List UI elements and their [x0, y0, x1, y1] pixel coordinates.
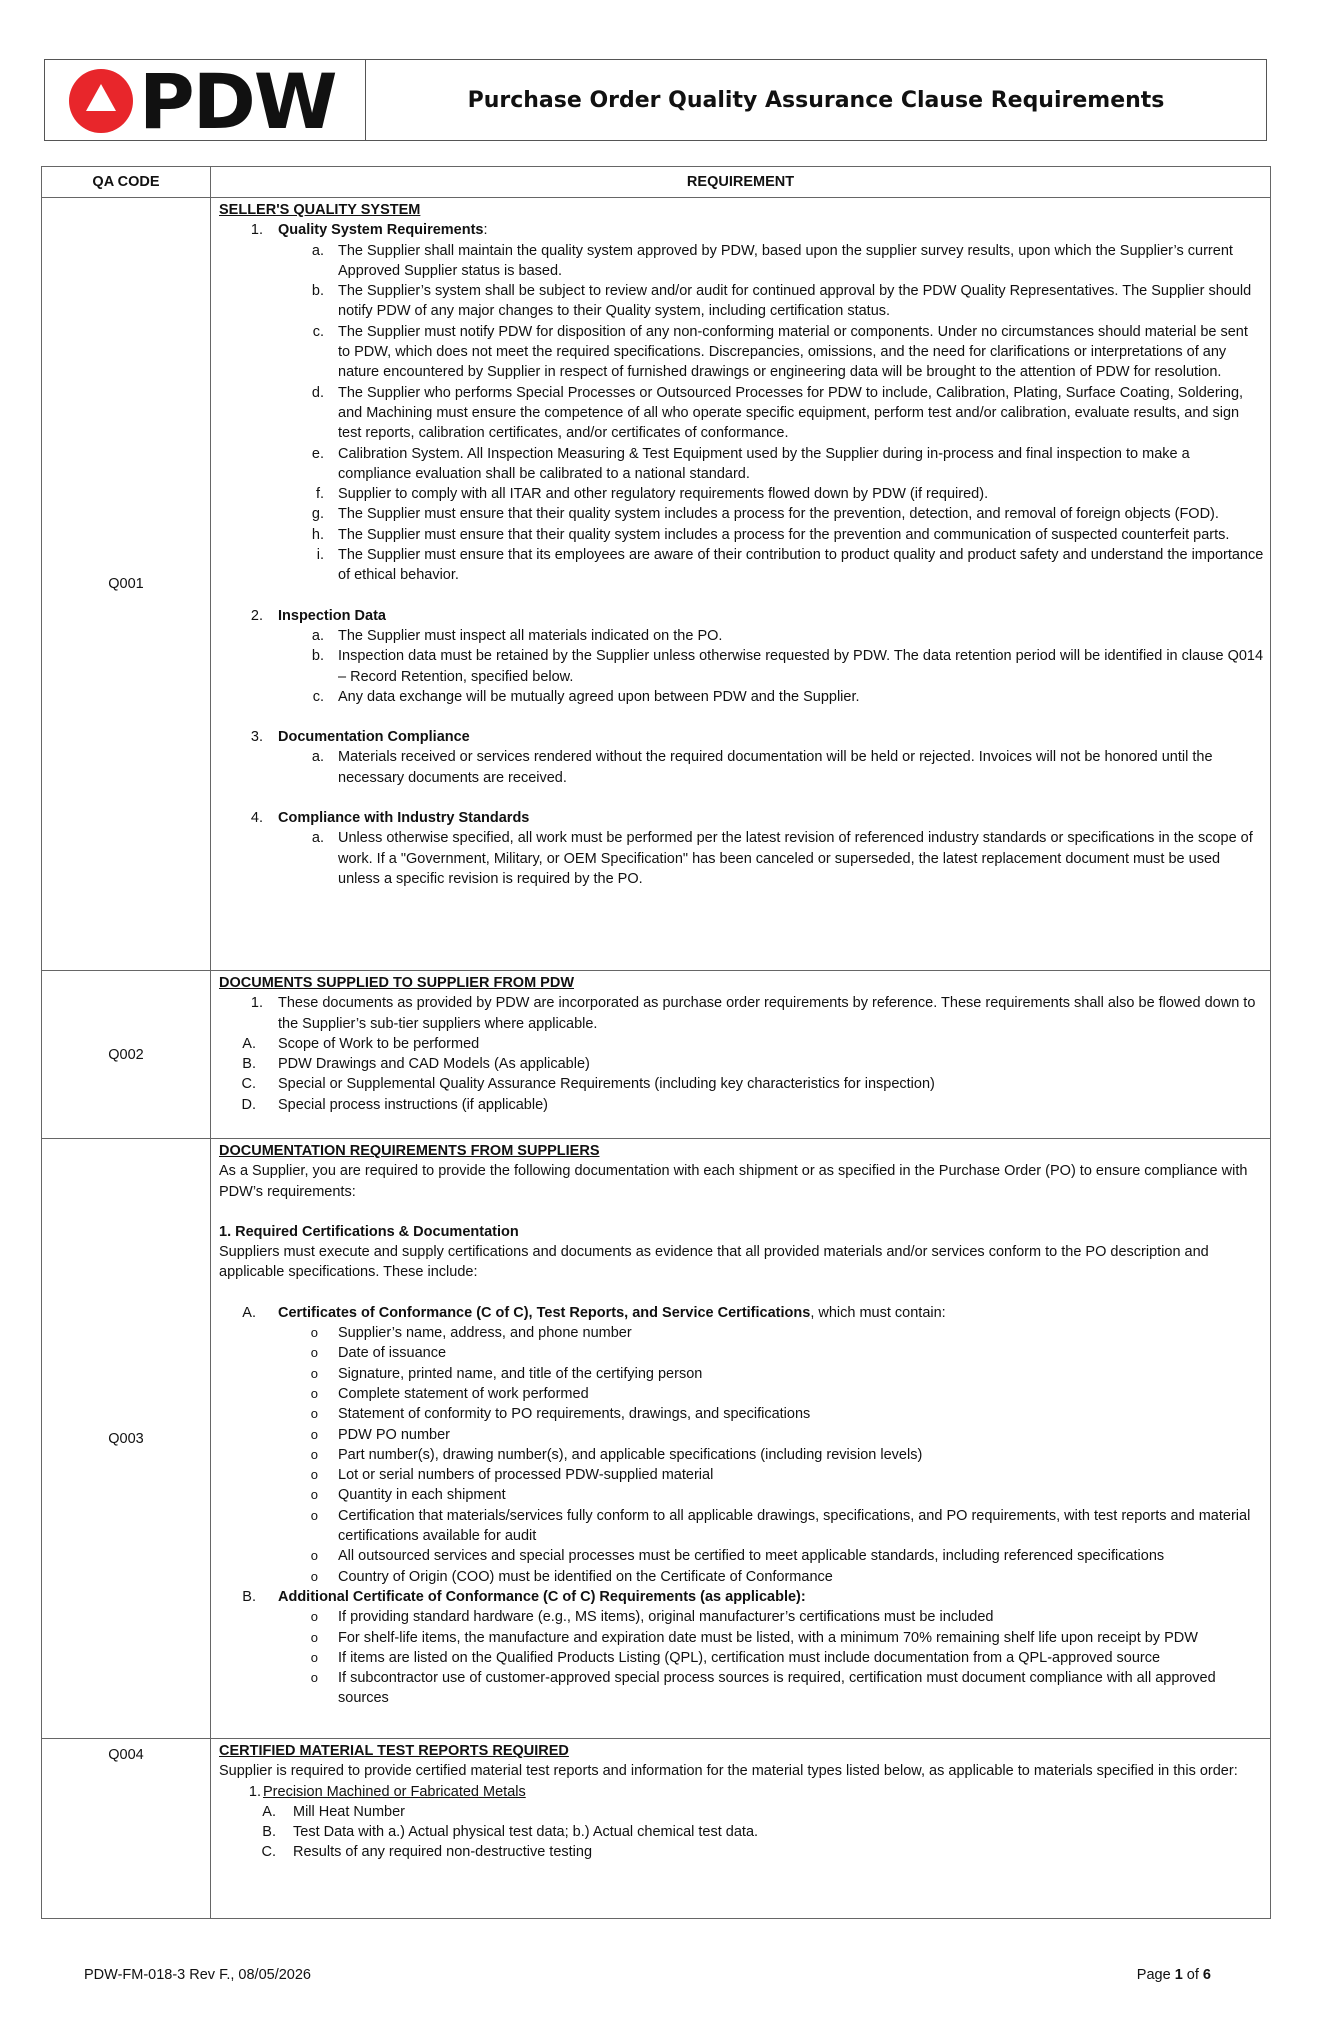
- col-header-code: QA CODE: [42, 167, 211, 198]
- section-heading: CERTIFIED MATERIAL TEST REPORTS REQUIRED: [219, 1743, 569, 1759]
- list-item: [219, 1842, 1264, 1862]
- qa-code: Q002: [42, 971, 211, 1139]
- requirement-cell: [211, 1139, 1271, 1739]
- bullet-text: All outsourced services and special processes must be certified to meet applicable standards, including referenced specifications: [338, 1548, 1165, 1565]
- list-item: [219, 241, 1264, 282]
- list-item: [219, 1822, 1264, 1842]
- list-item: [219, 484, 1264, 504]
- subsection-title: 1. Required Certifications & Documentation: [219, 1223, 519, 1240]
- list-item: [219, 626, 1264, 646]
- list-item: 4. Compliance with Industry Standards: [219, 808, 1264, 828]
- list-item: 3. Documentation Compliance: [219, 727, 1264, 747]
- bullet-text: Certification that materials/services fully conform to all applicable drawings, specifications, and PO requirements, with test reports and material certifications available for audit: [338, 1507, 1251, 1545]
- bullet-text: Part number(s), drawing number(s), and applicable specifications (including revision levels): [338, 1446, 923, 1463]
- list-item-text: The Supplier shall maintain the quality system approved by PDW, based upon the supplier survey results, upon which the Supplier’s current Approved Supplier status is based.: [338, 242, 1233, 279]
- list-item-text: Special process instructions (if applicable): [278, 1096, 548, 1113]
- bullet-item: [219, 1425, 1264, 1445]
- bullet-item: [219, 1384, 1264, 1404]
- bullet-icon: o: [310, 1345, 318, 1361]
- list-item-text: Mill Heat Number: [293, 1803, 405, 1820]
- list-item-text: Any data exchange will be mutually agreed upon between PDW and the Supplier.: [338, 688, 860, 705]
- list-marker: f.: [315, 486, 324, 503]
- intro-text: As a Supplier, you are required to provide the following documentation with each shipment or as specified in the Purchase Order (PO) to ensure compliance with PDW’s requirements:: [219, 1163, 1248, 1200]
- list-item: 1. Quality System Requirements:: [250, 222, 488, 239]
- bullet-text: Date of issuance: [338, 1345, 447, 1362]
- list-item-text: Test Data with a.) Actual physical test data; b.) Actual chemical test data.: [293, 1824, 759, 1841]
- bullet-item: [219, 1628, 1264, 1648]
- list-item: [219, 1054, 1264, 1074]
- list-item-text: Inspection data must be retained by the Supplier unless otherwise requested by PDW. The data retention period will be identified in clause Q014 – Record Retention, specified below.: [338, 648, 1264, 685]
- bullet-text: If items are listed on the Qualified Products Listing (QPL), certification must include documentation from a QPL-approved source: [338, 1649, 1161, 1666]
- bullet-item: [219, 1506, 1264, 1547]
- list-item-text: Calibration System. All Inspection Measuring & Test Equipment used by the Supplier during in-process and final inspection to make a compliance evaluation shall be calibrated to a national standard.: [338, 445, 1190, 482]
- bullet-item: [219, 1607, 1264, 1627]
- list-marker: c.: [312, 688, 324, 705]
- list-marker: c.: [312, 323, 324, 340]
- document-header: [44, 59, 1267, 141]
- bullet-icon: o: [310, 1609, 318, 1625]
- bullet-item: [219, 1648, 1264, 1668]
- bullet-icon: o: [310, 1548, 318, 1564]
- list-marker: b.: [311, 648, 324, 665]
- list-item: [219, 1074, 1264, 1094]
- list-item: [219, 322, 1264, 383]
- table-row-q002: [42, 971, 1271, 1139]
- bullet-text: PDW PO number: [338, 1426, 450, 1443]
- intro-text: Supplier is required to provide certified material test reports and information for the material types listed below, as applicable to materials specified in this order:: [219, 1763, 1238, 1780]
- list-item: [219, 1034, 1264, 1054]
- bullet-text: Statement of conformity to PO requirements, drawings, and specifications: [338, 1406, 811, 1423]
- section-heading: DOCUMENTATION REQUIREMENTS FROM SUPPLIERS: [219, 1143, 600, 1159]
- section-heading: SELLER'S QUALITY SYSTEM: [219, 202, 421, 218]
- bullet-icon: o: [310, 1446, 318, 1462]
- subsection-title: Compliance with Industry Standards: [278, 810, 530, 827]
- list-item: 1. These documents as provided by PDW are incorporated as purchase order requirements by reference. These requirements shall also be flowed down to the Supplier’s sub-tier suppliers where applicable.: [250, 995, 1256, 1032]
- table-row-q004: [42, 1739, 1271, 1919]
- bullet-icon: o: [310, 1487, 318, 1503]
- bullet-item: [219, 1343, 1264, 1363]
- bullet-text: For shelf-life items, the manufacture and expiration date must be listed, with a minimum 70% remaining shelf life upon receipt by PDW: [338, 1629, 1198, 1646]
- pdw-logo: [45, 60, 366, 140]
- table-row-q003: [42, 1139, 1271, 1739]
- list-item-text: Scope of Work to be performed: [278, 1035, 480, 1052]
- bullet-item: [219, 1668, 1264, 1709]
- list-item-text: The Supplier must notify PDW for disposition of any non-conforming material or components. Under no circumstances should material be sent to PDW, which does not meet the required specifications. Discrepancies, omissions, and the need for clarifications or interpretations of any nature encountered by Supplier in respect of furnished drawings or engineering data will be brought to the attention of PDW for resolution.: [338, 323, 1248, 381]
- list-item: [219, 646, 1264, 687]
- bullet-text: Country of Origin (COO) must be identified on the Certificate of Conformance: [338, 1568, 833, 1585]
- list-item-text: The Supplier must ensure that their quality system includes a process for the prevention and communication of suspected counterfeit parts.: [338, 526, 1230, 543]
- bullet-item: [219, 1364, 1264, 1384]
- list-marker: i.: [316, 547, 324, 564]
- table-row-q001: [42, 198, 1271, 971]
- qa-code: Q003: [42, 1139, 211, 1739]
- list-item-text: Results of any required non-destructive testing: [293, 1844, 593, 1861]
- table-header-row: [42, 167, 1271, 198]
- bullet-text: Signature, printed name, and title of the certifying person: [338, 1365, 703, 1382]
- list-item: [219, 383, 1264, 444]
- qa-code: Q004: [42, 1739, 211, 1919]
- list-item-text: The Supplier must ensure that its employees are aware of their contribution to product quality and product safety and understand the importance of ethical behavior.: [338, 547, 1264, 584]
- bullet-text: Supplier’s name, address, and phone number: [338, 1325, 632, 1342]
- bullet-item: [219, 1485, 1264, 1505]
- list-item-text: The Supplier must inspect all materials indicated on the PO.: [338, 627, 723, 644]
- requirement-cell: [211, 198, 1271, 971]
- list-marker: e.: [311, 445, 324, 462]
- list-item: [219, 281, 1264, 322]
- list-item-text: The Supplier must ensure that their quality system includes a process for the prevention, detection, and removal of foreign objects (FOD).: [338, 506, 1219, 523]
- bullet-item: [219, 1465, 1264, 1485]
- bullet-icon: o: [310, 1365, 318, 1381]
- bullet-icon: o: [310, 1406, 318, 1422]
- list-item: A. Certificates of Conformance (C of C), Test Reports, and Service Certifications, which must contain:: [242, 1304, 946, 1321]
- list-marker: d.: [311, 384, 324, 401]
- bullet-text: If subcontractor use of customer-approved special process sources is required, certification must document compliance with all approved sources: [338, 1670, 1216, 1707]
- list-item: [219, 444, 1264, 485]
- bullet-text: Quantity in each shipment: [338, 1487, 506, 1504]
- list-marker: C.: [241, 1076, 256, 1093]
- page-title: Purchase Order Quality Assurance Clause Requirements: [467, 87, 1165, 113]
- subsection-title: Inspection Data: [278, 607, 386, 624]
- list-marker: a.: [311, 749, 324, 766]
- list-item: [219, 525, 1264, 545]
- list-marker: B.: [262, 1824, 276, 1841]
- list-item-text: PDW Drawings and CAD Models (As applicable): [278, 1056, 590, 1073]
- bullet-item: [219, 1546, 1264, 1566]
- list-item-text: Materials received or services rendered without the required documentation will be held or rejected. Invoices will not be honored until the necessary documents are received.: [338, 749, 1213, 786]
- bullet-item: [219, 1567, 1264, 1587]
- list-item: [219, 1802, 1264, 1822]
- list-item: B. Additional Certificate of Conformance (C of C) Requirements (as applicable):: [242, 1588, 806, 1605]
- list-item: [219, 504, 1264, 524]
- list-item: [219, 1095, 1264, 1115]
- bullet-item: [219, 1323, 1264, 1343]
- list-item-text: The Supplier’s system shall be subject to review and/or audit for continued approval by the PDW Quality Representatives. The Supplier should notify PDW of any major changes to their Quality system, including certification status.: [338, 283, 1252, 320]
- list-marker: A.: [242, 1035, 256, 1052]
- bullet-icon: o: [310, 1568, 318, 1584]
- bullet-icon: o: [310, 1467, 318, 1483]
- list-marker: D.: [241, 1096, 256, 1113]
- bullet-icon: o: [310, 1670, 318, 1686]
- list-item: [219, 545, 1264, 586]
- paragraph: Suppliers must execute and supply certifications and documents as evidence that all provided materials and/or services conform to the PO description and applicable specifications. These include:: [219, 1244, 1209, 1281]
- list-item: [219, 687, 1264, 707]
- list-item-text: Supplier to comply with all ITAR and other regulatory requirements flowed down by PDW (if required).: [338, 486, 989, 503]
- list-marker: B.: [242, 1056, 256, 1073]
- list-marker: a.: [311, 627, 324, 644]
- pdw-logo-icon: [67, 67, 347, 135]
- bullet-icon: o: [310, 1629, 318, 1645]
- list-item-text: Special or Supplemental Quality Assurance Requirements (including key characteristics for inspection): [278, 1076, 935, 1093]
- bullet-text: Complete statement of work performed: [338, 1385, 589, 1402]
- subsection-title: Quality System Requirements: [278, 222, 484, 239]
- list-marker: g.: [311, 506, 324, 523]
- list-item: 2. Inspection Data: [219, 606, 1264, 626]
- list-item: [219, 747, 1264, 788]
- bullet-item: [219, 1445, 1264, 1465]
- list-marker: A.: [262, 1803, 276, 1820]
- list-item-text: Unless otherwise specified, all work must be performed per the latest revision of referenced industry standards or specifications in the scope of work. If a "Government, Military, or OEM Specification" has been canceled or superseded, the latest replacement document must be used unless a specific revision is required by the PO.: [338, 830, 1253, 887]
- logo-text: PDW: [139, 67, 336, 135]
- col-header-requirement: REQUIREMENT: [211, 167, 1271, 198]
- list-marker: b.: [311, 283, 324, 300]
- bullet-icon: o: [310, 1649, 318, 1665]
- bullet-text: Lot or serial numbers of processed PDW-supplied material: [338, 1467, 714, 1484]
- bullet-text: If providing standard hardware (e.g., MS items), original manufacturer’s certifications must be included: [338, 1609, 994, 1626]
- qa-code: Q001: [42, 198, 211, 971]
- list-item-text: The Supplier who performs Special Processes or Outsourced Processes for PDW to include, Calibration, Plating, Surface Coating, Soldering, and Machining must ensure the competence of all who operate specific equipment, perform test and/or calibration, evaluate results, and sign test reports, calibration certificates, and/or certificates of conformance.: [338, 384, 1244, 442]
- section-heading: DOCUMENTS SUPPLIED TO SUPPLIER FROM PDW: [219, 975, 575, 991]
- list-marker: a.: [311, 242, 324, 259]
- list-marker: C.: [261, 1844, 276, 1861]
- bullet-icon: o: [310, 1426, 318, 1442]
- list-item: 1. Precision Machined or Fabricated Metals: [248, 1783, 526, 1800]
- bullet-item: [219, 1404, 1264, 1424]
- list-item: [219, 828, 1264, 889]
- bullet-icon: o: [310, 1507, 318, 1523]
- subsection-title: Documentation Compliance: [278, 729, 470, 746]
- requirement-cell: [211, 1739, 1271, 1919]
- form-number: PDW-FM-018-3 Rev F., 08/05/2026: [84, 1967, 311, 1983]
- list-marker: a.: [311, 830, 324, 847]
- qa-clause-table: [41, 166, 1271, 1919]
- requirement-cell: [211, 971, 1271, 1139]
- page-indicator: Page 1 of 6: [1136, 1967, 1211, 1983]
- list-marker: h.: [311, 526, 324, 543]
- bullet-icon: o: [310, 1385, 318, 1401]
- bullet-icon: o: [310, 1325, 318, 1341]
